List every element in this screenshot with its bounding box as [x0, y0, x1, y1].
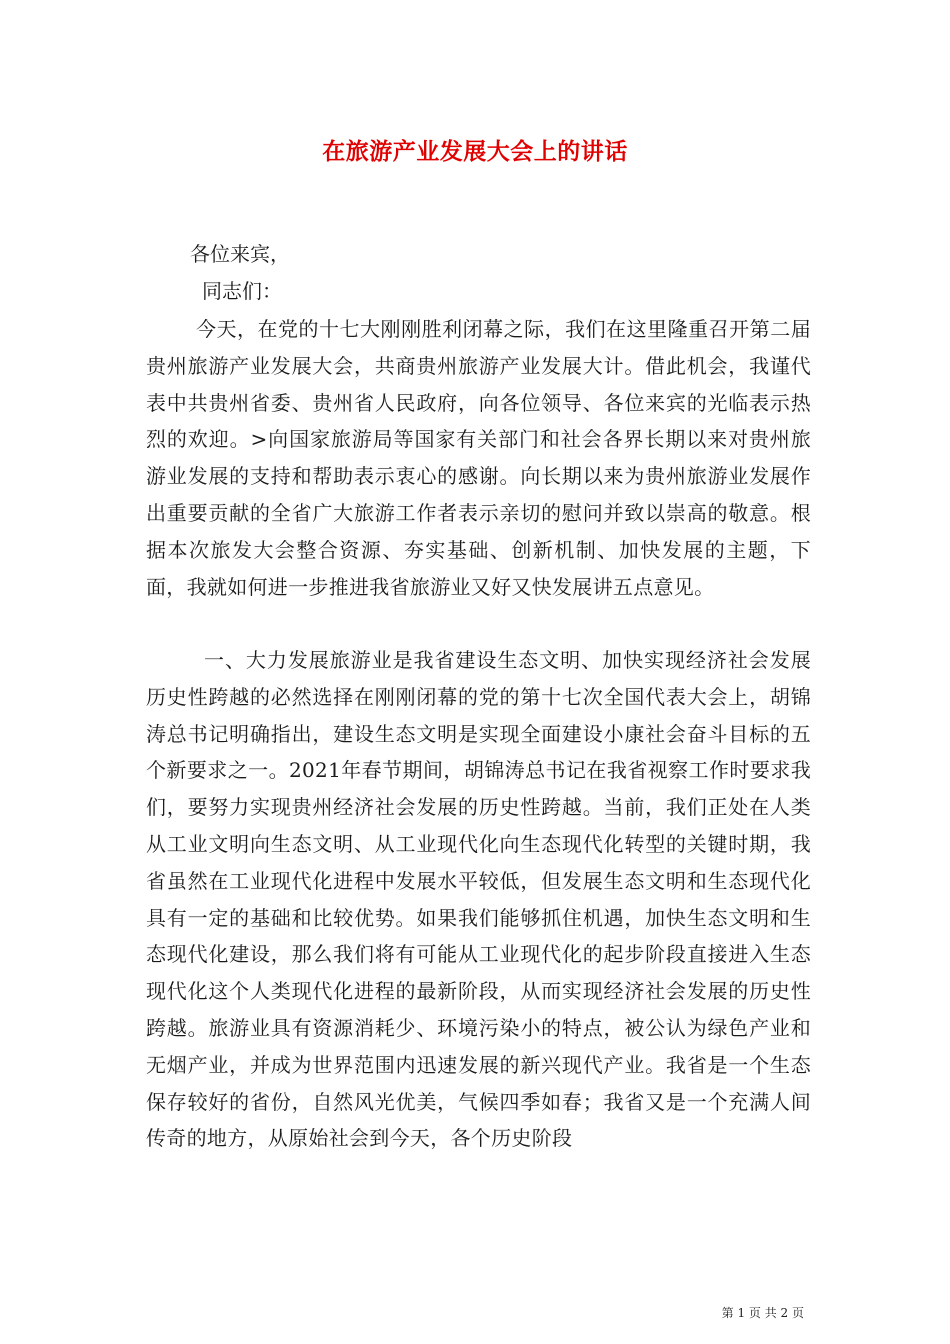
salutation-comrades: 同志们： [202, 279, 282, 303]
body-paragraph-2: 一、大力发展旅游业是我省建设生态文明、加快实现经济社会发展历史性跨越的必然选择在刚刚闭幕的党的第十七次全国代表大会上，胡锦涛总书记明确指出，建设生态文明是实现全面建设小康社会奋斗目标的五个新要求之一。2021年春节期间，胡锦涛总书记在我省视察工作时要求我们，要努力实现贵州经济社会发展的历史性跨越。当前，我们正处在人类从工业文明向生态文明、从工业现代化向生态现代化转型的关键时期，我省虽然在工业现代化进程中发展水平较低，但发展生态文明和生态现代化具有一定的基础和比较优势。如果我们能够抓住机遇，加快生态文明和生态现代化建设，那么我们将有可能从工业现代化的起步阶段直接进入生态现代化这个人类现代化进程的最新阶段，从而实现经济社会发展的历史性跨越。旅游业具有资源消耗少、环境污染小的特点，被公认为绿色产业和无烟产业，并成为世界范围内迅速发展的新兴现代产业。我省是一个生态保存较好的省份，自然风光优美，气候四季如春；我省又是一个充满人间传奇的地方，从原始社会到今天，各个历史阶段 [146, 648, 811, 1151]
salutation-guests: 各位来宾， [190, 242, 290, 266]
page-number-footer: 第 1 页 共 2 页 [721, 1306, 804, 1320]
body-paragraph-1: 今天，在党的十七大刚刚胜利闭幕之际，我们在这里隆重召开第二届贵州旅游产业发展大会，共商贵州旅游产业发展大计。借此机会，我谨代表中共贵州省委、贵州省人民政府，向各位领导、各位来宾的光临表示热烈的欢迎。>向国家旅游局等国家有关部门和社会各界长期以来对贵州旅游业发展的支持和帮助表示衷心的感谢。向长期以来为贵州旅游业发展作出重要贡献的全省广大旅游工作者表示亲切的慰问并致以崇高的敬意。根据本次旅发大会整合资源、夯实基础、创新机制、加快发展的主题，下面，我就如何进一步推进我省旅游业又好又快发展讲五点意见。 [146, 317, 811, 599]
document-title: 在旅游产业发展大会上的讲话 [322, 138, 628, 165]
